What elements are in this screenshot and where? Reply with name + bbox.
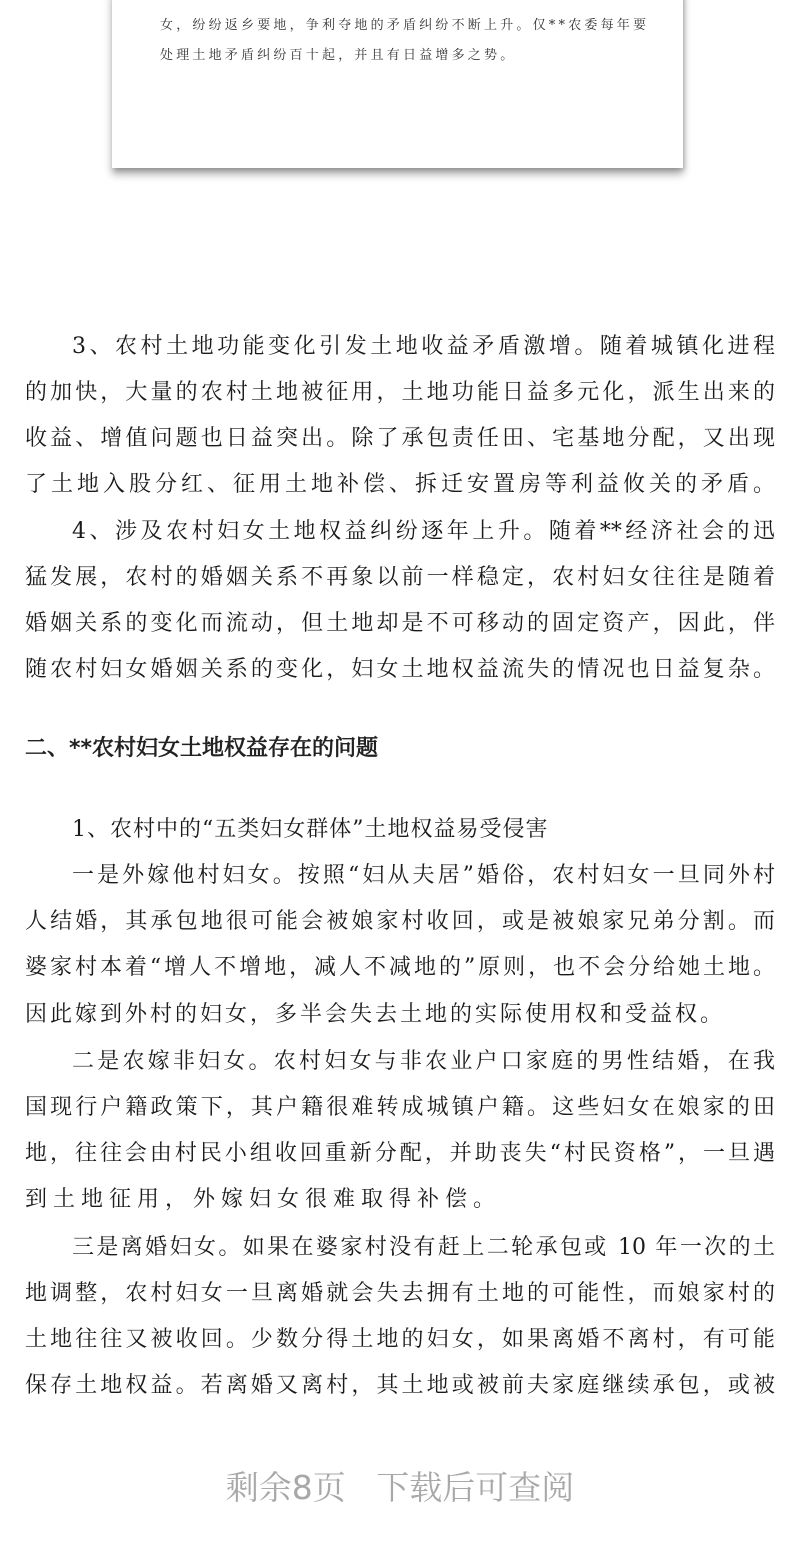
paragraph-line: 地，往往会由村民小组收回重新分配，并助丧失“村民资格”，一旦遇: [25, 1141, 775, 1166]
paragraph-line: 二是农嫁非妇女。农村妇女与非农业户口家庭的男性结婚，在我: [72, 1049, 775, 1074]
subheading: 1、农村中的“五类妇女群体”土地权益易受侵害: [72, 817, 549, 842]
paragraph-line: 因此嫁到外村的妇女，多半会失去土地的实际使用权和受益权。: [25, 1002, 726, 1027]
paragraph-line: 到土地征用，外嫁妇女很难取得补偿。: [25, 1187, 502, 1212]
download-label: 下载后可查阅: [376, 1468, 575, 1507]
paragraph-line: 婚姻关系的变化而流动，但土地却是不可移动的固定资产，因此，伴: [25, 611, 775, 636]
paragraph-line: 4、涉及农村妇女土地权益纠纷逐年上升。随着**经济社会的迅: [72, 519, 775, 544]
section-heading: 二、**农村妇女土地权益存在的问题: [25, 736, 379, 761]
remaining-pages-label: 剩余8页: [225, 1468, 346, 1507]
paragraph-line: 随农村妇女婚姻关系的变化，妇女土地权益流失的情况也日益复杂。: [25, 657, 775, 682]
paragraph-line: 一是外嫁他村妇女。按照“妇从夫居”婚俗，农村妇女一旦同外村: [72, 863, 775, 888]
paragraph-line: 猛发展，农村的婚姻关系不再象以前一样稳定，农村妇女往往是随着: [25, 565, 775, 590]
prev-page-line: 处理土地矛盾纠纷百十起，并且有日益增多之势。: [160, 48, 517, 63]
paragraph-line: 土地往往又被收回。少数分得土地的妇女，如果离婚不离村，有可能: [25, 1327, 775, 1352]
paragraph-line: 保存土地权益。若离婚又离村，其土地或被前夫家庭继续承包，或被: [25, 1373, 775, 1398]
paragraph-line: 地调整，农村妇女一旦离婚就会失去拥有土地的可能性，而娘家村的: [25, 1281, 775, 1306]
paragraph-line: 收益、增值问题也日益突出。除了承包责任田、宅基地分配，又出现: [25, 426, 775, 451]
paragraph-line: 国现行户籍政策下，其户籍很难转成城镇户籍。这些妇女在娘家的田: [25, 1095, 775, 1120]
prev-page-line: 女，纷纷返乡要地，争利夺地的矛盾纠纷不断上升。仅**农委每年要: [160, 18, 650, 33]
paragraph-line: 了土地入股分红、征用土地补偿、拆迁安置房等利益攸关的矛盾。: [25, 472, 775, 497]
paragraph-line: 婆家村本着“增人不增地，减人不减地的”原则，也不会分给她土地。: [25, 955, 775, 980]
paragraph-line: 3、农村土地功能变化引发土地收益矛盾激增。随着城镇化进程: [72, 334, 775, 359]
download-prompt[interactable]: [0, 1462, 800, 1509]
paragraph-line: 人结婚，其承包地很可能会被娘家村收回，或是被娘家兄弟分割。而: [25, 909, 775, 934]
paragraph-line: 的加快，大量的农村土地被征用，土地功能日益多元化，派生出来的: [25, 380, 775, 405]
paragraph-line: 三是离婚妇女。如果在婆家村没有赶上二轮承包或 10 年一次的土: [72, 1235, 775, 1260]
previous-page-card: [112, 0, 683, 168]
